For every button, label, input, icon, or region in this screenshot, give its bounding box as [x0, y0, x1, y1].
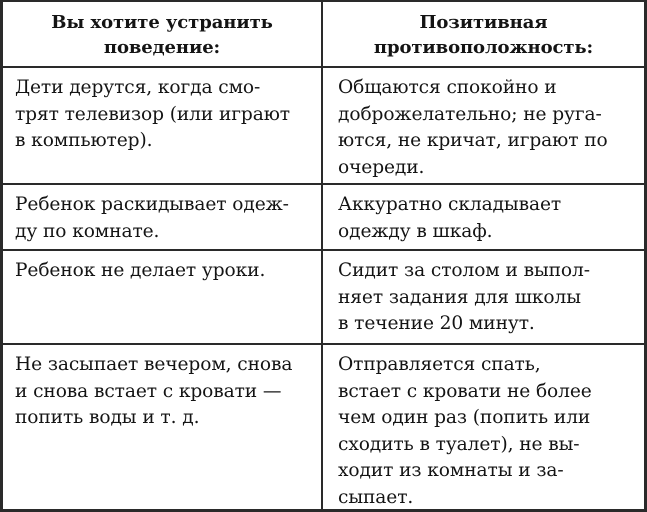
positive-cell: Сидит за столом и выпол- няет задания для школы в течение 20 минут.: [338, 260, 590, 334]
table-row: [3, 66, 644, 185]
positive-cell: Общаются спокойно и доброжелательно; не руга- ются, не кричат, играют по очереди.: [338, 77, 608, 178]
table-row: [3, 183, 644, 251]
behavior-cell: Ребенок не делает уроки.: [3, 249, 323, 343]
behavior-cell: Ребенок раскидывает одеж- ду по комнате.: [3, 183, 323, 249]
behavior-cell: Не засыпает вечером, снова и снова встает с кровати — попить воды и т. д.: [3, 343, 323, 509]
header-positive-opposite: Позитивная противоположность:: [373, 12, 594, 58]
table-header-row: [3, 2, 644, 68]
table-row: [3, 249, 644, 345]
positive-cell: Аккуратно складывает одежду в шкаф.: [338, 194, 562, 242]
header-unwanted-behavior: Вы хотите устранить поведение:: [3, 2, 323, 66]
positive-cell: Отправляется спать, встает с кровати не более чем один раз (попить или сходить в туалет), не вы- ходит из комнаты и за- сыпает.: [338, 354, 592, 508]
table-row: [3, 343, 644, 509]
behavior-cell: Дети дерутся, когда смо- трят телевизор (или играют в компьютер).: [3, 66, 323, 183]
